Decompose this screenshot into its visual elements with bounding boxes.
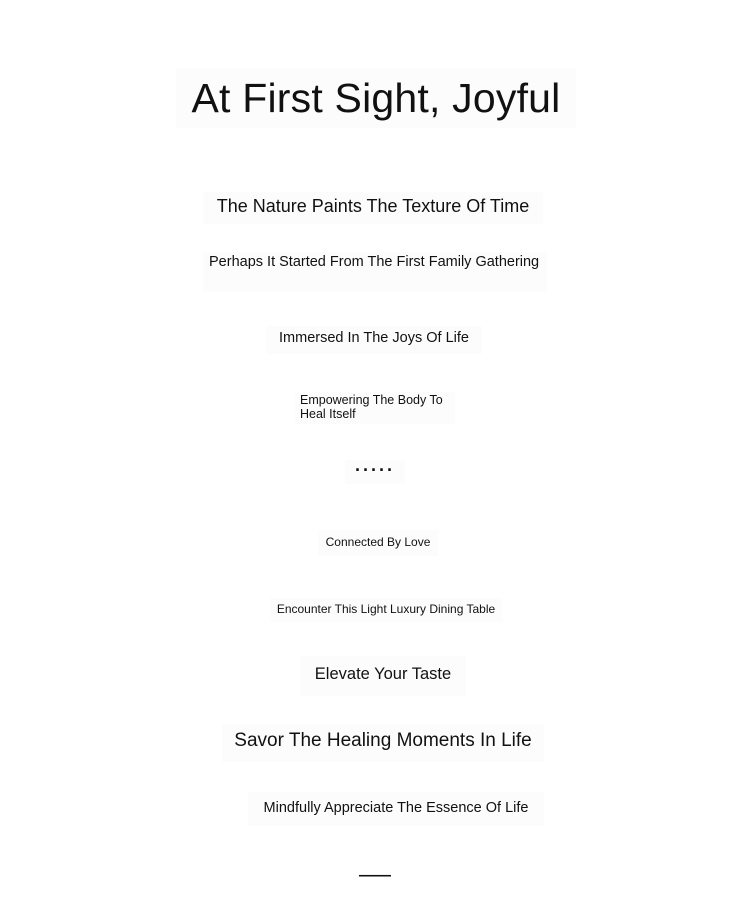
ellipsis-separator: ····· [345,460,405,484]
text-line-family-gathering: Perhaps It Started From The First Family Gathering [203,252,547,292]
text-line-essence-of-life: Mindfully Appreciate The Essence Of Life [248,792,544,826]
text-line-dining-table: Encounter This Light Luxury Dining Table [270,598,502,622]
text-line-heal-itself: Empowering The Body To Heal Itself [295,392,455,424]
text-line-healing-moments: Savor The Healing Moments In Life [222,724,544,762]
text-line-nature-paints: The Nature Paints The Texture Of Time [203,192,543,224]
closing-dash: —— [359,867,391,884]
text-line-connected-by-love: Connected By Love [318,530,438,556]
text-line-elevate-taste: Elevate Your Taste [300,656,466,696]
page-title: At First Sight, Joyful [176,68,576,128]
text-line-joys-of-life: Immersed In The Joys Of Life [266,326,482,354]
